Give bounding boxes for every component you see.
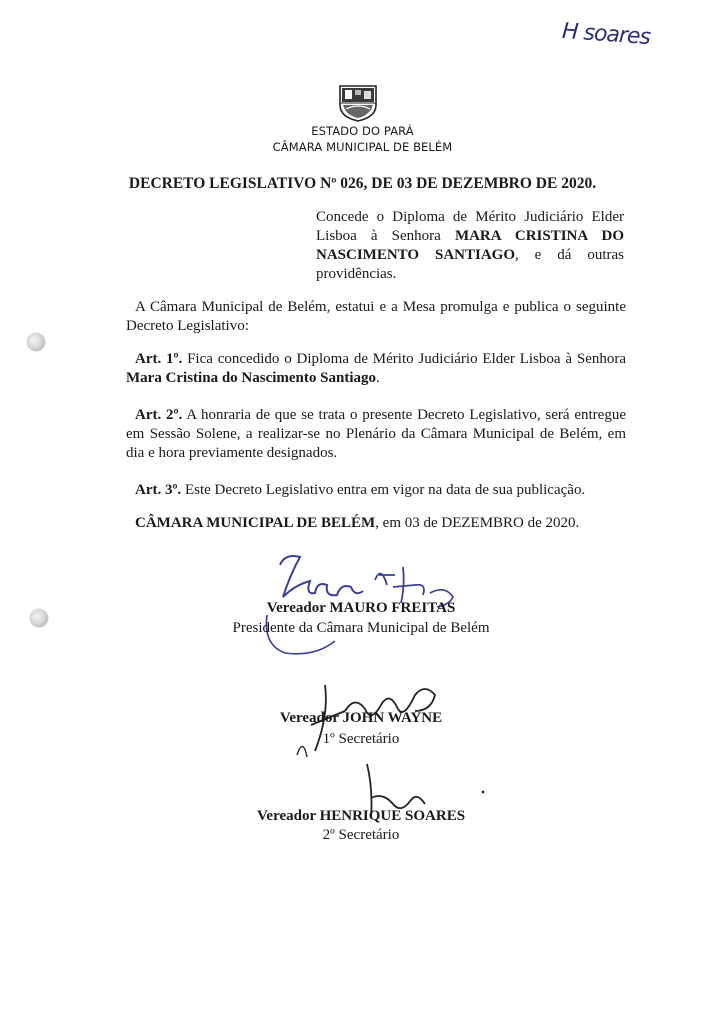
article-1: [126, 350, 626, 388]
preamble: A Câmara Municipal de Belém, estatui e a Mesa promulga e publica o seguinte Decreto Legislativo:: [126, 299, 626, 334]
article-1-honoree: Mara Cristina do Nascimento Santiago: [126, 370, 376, 386]
article-1-label: Art. 1º.: [135, 351, 183, 367]
signatory-1-role: Presidente da Câmara Municipal de Belém: [232, 620, 490, 636]
article-2-label: Art. 2º.: [135, 407, 183, 423]
closing-chamber: CÂMARA MUNICIPAL DE BELÉM: [135, 515, 376, 531]
signatory-3-name: [196, 808, 526, 825]
handwritten-note: H soares: [561, 18, 651, 51]
ementa-honoree: MARA CRISTINA DO NASCIMENTO SANTIAGO: [316, 228, 624, 263]
article-2: [126, 406, 626, 463]
decree-ementa: [316, 208, 624, 284]
article-1-end: .: [376, 370, 380, 386]
closing-date: , em 03 de DEZEMBRO de 2020.: [375, 515, 580, 531]
coat-of-arms-icon: [337, 83, 379, 123]
closing-line: [126, 515, 646, 532]
header-state: ESTADO DO PARÁ: [311, 124, 414, 138]
article-1-text: Fica concedido o Diploma de Mérito Judiciário Elder Lisboa à Senhora: [182, 351, 626, 367]
signatory-2-role: 1º Secretário: [322, 731, 400, 747]
article-3-text: Este Decreto Legislativo entra em vigor na data de sua publicação.: [181, 482, 586, 498]
header-chamber: CÂMARA MUNICIPAL DE BELÉM: [272, 140, 453, 154]
signatory-2-name: [196, 710, 526, 727]
ementa-text: Concede o Diploma de Mérito Judiciário Elder Lisboa à Senhora: [316, 209, 624, 244]
signatory-2-name-text: Vereador JOHN WAYNE: [279, 710, 443, 726]
signatory-1-name-text: Vereador MAURO FREITAS: [266, 600, 456, 616]
signatory-3-role: 2º Secretário: [322, 827, 400, 843]
signatory-3-name-text: Vereador HENRIQUE SOARES: [256, 808, 466, 824]
binder-hole-bottom: [30, 609, 48, 627]
signatory-1-name: [196, 600, 526, 617]
article-2-text: A honraria de que se trata o presente Decreto Legislativo, será entregue em Sessão Solene, a realizar-se no Plenário da Câmara Municipal de Belém, em dia e hora previamente designados.: [126, 407, 626, 461]
ementa-text-end: , e dá outras providências.: [316, 247, 624, 282]
binder-hole-top: [27, 333, 45, 351]
decree-title: DECRETO LEGISLATIVO Nº 026, DE 03 DE DEZEMBRO DE 2020.: [128, 175, 597, 192]
article-3: [126, 481, 626, 500]
article-3-label: Art. 3º.: [135, 482, 182, 498]
